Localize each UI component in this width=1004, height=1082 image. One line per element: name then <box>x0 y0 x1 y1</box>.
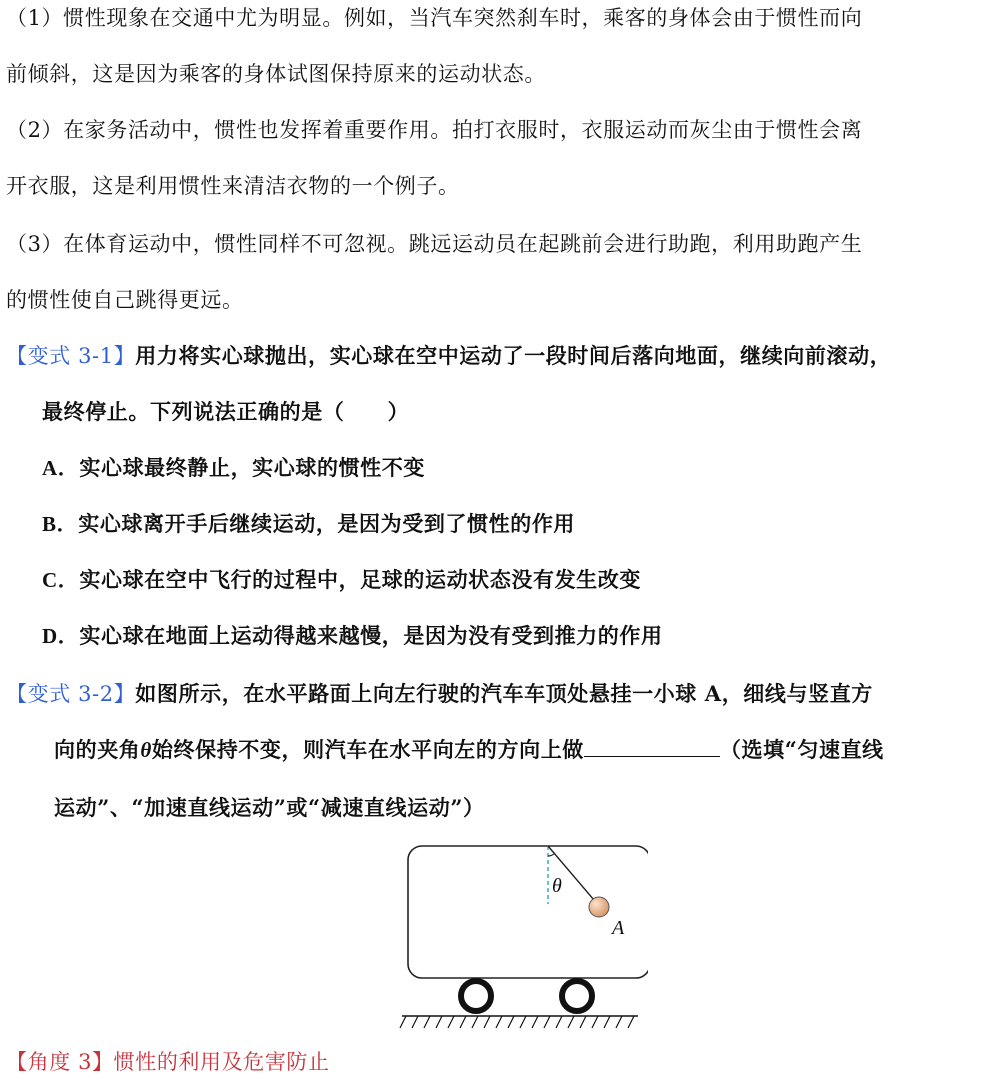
option-d-text: 实心球在地面上运动得越来越慢，是因为没有受到推力的作用 <box>79 623 663 648</box>
paragraph-3-line-1: （3）在体育运动中，惯性同样不可忽视。跳远运动员在起跳前会进行助跑，利用助跑产生 <box>6 232 863 256</box>
section-heading: 【角度 3】惯性的利用及危害防止 <box>6 1050 330 1074</box>
right-wheel <box>562 981 592 1011</box>
ground-hatching <box>400 1016 634 1028</box>
question-2-stem-part-b: 始终保持不变，则汽车在水平向左的方向上做 <box>151 737 584 762</box>
option-b-text: 实心球离开手后继续运动，是因为受到了惯性的作用 <box>78 511 576 536</box>
question-2-stem-line-1 <box>6 680 873 708</box>
option-b-letter: B． <box>42 512 79 536</box>
question-1-stem-line-2: 最终停止。下列说法正确的是（ ） <box>42 399 410 424</box>
option-a-letter: A． <box>42 456 80 480</box>
question-2-stem-part-a: 向的夹角 <box>54 737 141 762</box>
question-2-stem-part-c: （选填“匀速直线 <box>719 737 884 762</box>
theta-symbol: θ <box>140 738 152 762</box>
ball-label: A <box>612 917 625 939</box>
option-d-letter: D． <box>42 624 80 648</box>
angle-label: θ <box>552 875 562 897</box>
question-2-stem-text: 如图所示，在水平路面上向左行驶的汽车车顶处悬挂一小球 A，细线与竖直方 <box>135 681 873 706</box>
option-a-text: 实心球最终静止，实心球的惯性不变 <box>79 455 425 480</box>
question-2-tag: 【变式 3-2】 <box>6 682 136 706</box>
question-1-option-b <box>42 510 575 538</box>
question-1-option-d <box>42 622 663 650</box>
question-1-tag: 【变式 3-1】 <box>6 344 136 368</box>
option-c-text: 实心球在空中飞行的过程中，足球的运动状态没有发生改变 <box>79 567 641 592</box>
ball-a <box>589 897 609 917</box>
question-2-stem-line-2 <box>54 736 884 764</box>
option-c-letter: C． <box>42 568 80 592</box>
paragraph-1-line-1: （1）惯性现象在交通中尤为明显。例如，当汽车突然刹车时，乘客的身体会由于惯性而向 <box>6 6 863 30</box>
paragraph-2-line-1: （2）在家务活动中，惯性也发挥着重要作用。拍打衣服时，衣服运动而灰尘由于惯性会离 <box>6 118 863 142</box>
question-1-stem-text: 用力将实心球抛出，实心球在空中运动了一段时间后落向地面，继续向前滚动， <box>135 343 892 368</box>
paragraph-3-line-2: 的惯性使自己跳得更远。 <box>6 288 244 312</box>
answer-blank[interactable] <box>584 736 720 757</box>
car-pendulum-diagram <box>398 838 648 1038</box>
question-1-option-a <box>42 454 425 482</box>
paragraph-1-line-2: 前倾斜，这是因为乘客的身体试图保持原来的运动状态。 <box>6 62 546 86</box>
question-1-option-c <box>42 566 641 594</box>
car-body <box>408 846 648 978</box>
paragraph-2-line-2: 开衣服，这是利用惯性来清洁衣物的一个例子。 <box>6 174 460 198</box>
left-wheel <box>461 981 491 1011</box>
question-1-stem-line-1 <box>6 342 891 370</box>
question-2-stem-line-3: 运动”、“加速直线运动”或“减速直线运动”） <box>54 795 485 820</box>
